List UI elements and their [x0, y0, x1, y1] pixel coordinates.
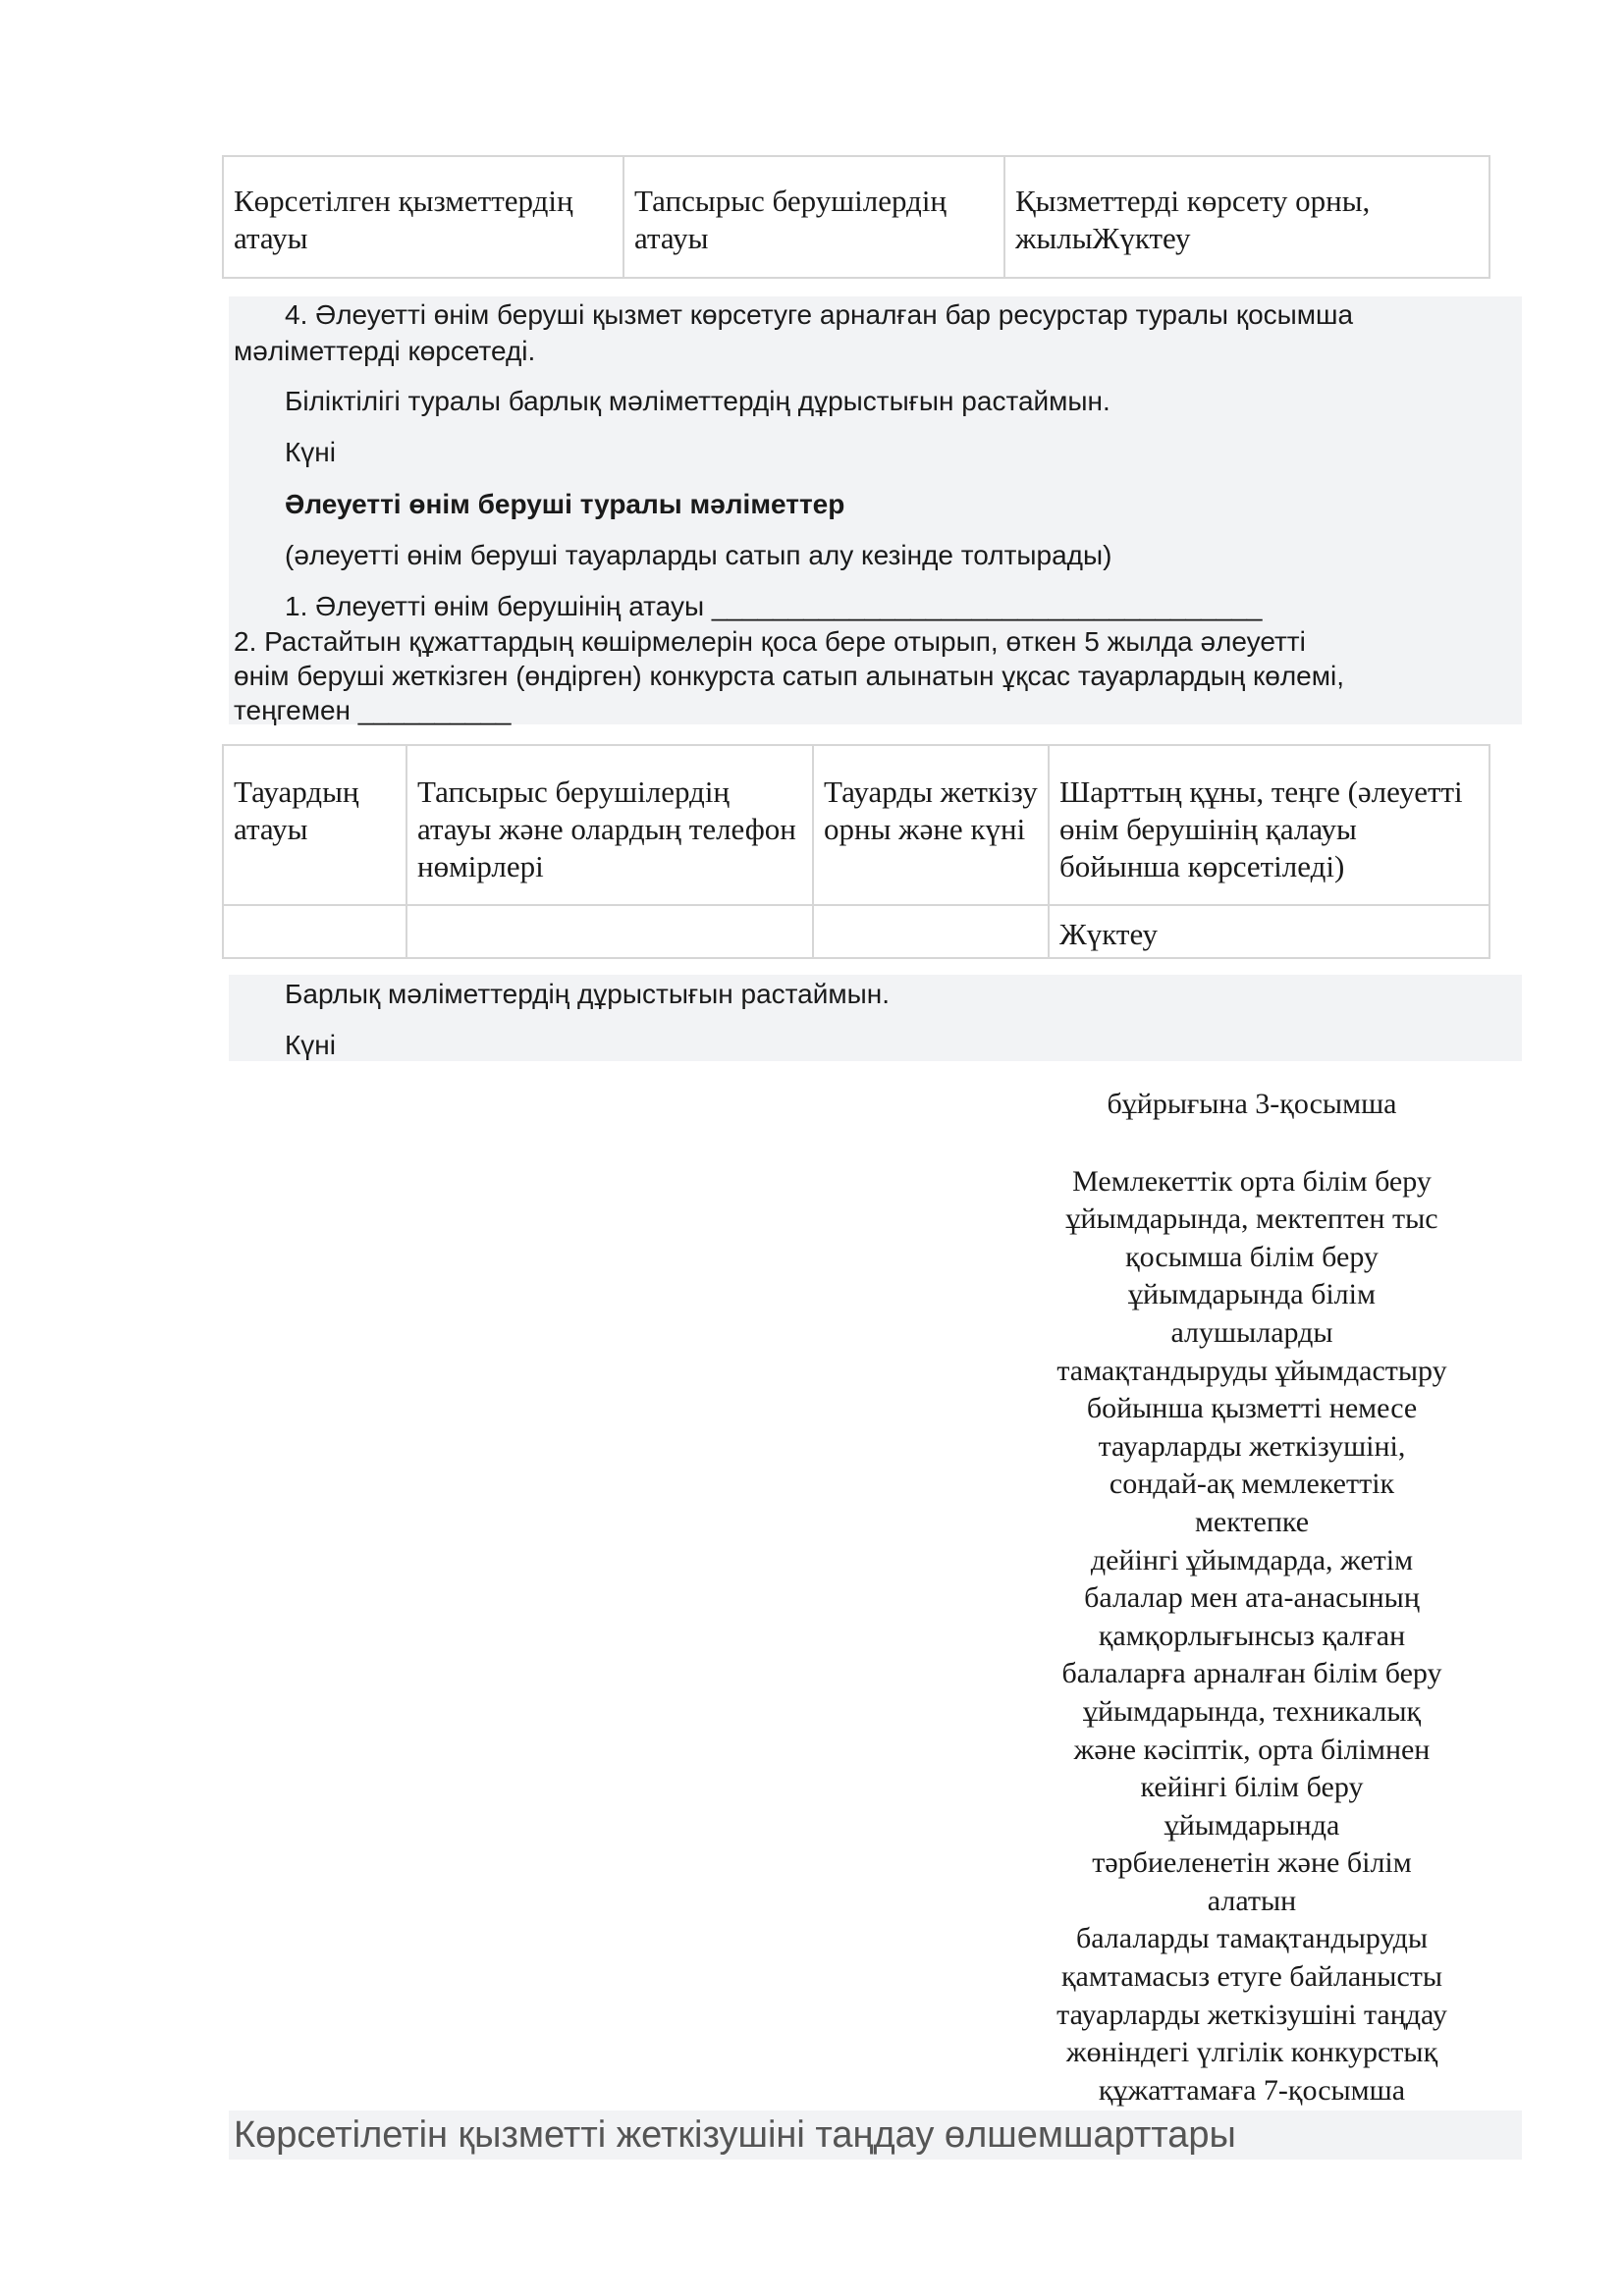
- table-header-cell: Тауарды жеткізу орны және күні: [813, 745, 1049, 905]
- table-header-cell: Тауардың атауы: [223, 745, 406, 905]
- services-table: [222, 155, 1490, 279]
- appendix-line: ұйымдарында, мектептен тыс: [1065, 1202, 1438, 1236]
- supplier-info-note: (әлеуетті өнім беруші тауарларды сатып алу кезінде толтырады): [285, 540, 1112, 570]
- table-header-cell: Шарттың құны, теңге (әлеуетті өнім берушінің қалауы бойынша көрсетіледі): [1049, 745, 1489, 905]
- appendix-line: жөніндегі үлгілік конкурстық: [1065, 2036, 1438, 2069]
- item-4-text-cont: мәліметтерді көрсетеді.: [234, 336, 536, 366]
- table-header-cell: Қызметтерді көрсету орны, жылыЖүктеу: [1004, 156, 1489, 278]
- appendix-line: тауарларды жеткізушіні таңдау: [1056, 1998, 1447, 2031]
- appendix-line: кейінгі білім беру: [1140, 1771, 1364, 1804]
- supplier-info-title: Әлеуетті өнім беруші туралы мәліметтер: [285, 489, 845, 519]
- table-header-cell: Тапсырыс берушілердің атауы және олардың телефон нөмірлері: [406, 745, 813, 905]
- appendix-line: қосымша білім беру: [1125, 1240, 1379, 1273]
- appendix-heading: [1021, 1086, 1483, 2109]
- criteria-title: Көрсетілетін қызметті жеткізушіні таңдау өлшемшарттары: [234, 2114, 1236, 2156]
- appendix-line: ұйымдарында білім: [1128, 1278, 1376, 1311]
- table-cell: [813, 905, 1049, 958]
- confirm-qualification-text: Біліктілігі туралы барлық мәліметтердің дұрыстығын растаймын.: [285, 386, 1110, 416]
- appendix-order-note: бұйрығына 3-қосымша: [1107, 1088, 1397, 1120]
- item-2-line-1: 2. Растайтын құжаттардың көшірмелерін қоса бере отырып, өткен 5 жылда әлеуетті: [234, 626, 1306, 657]
- appendix-line: Мемлекеттік орта білім беру: [1072, 1164, 1432, 1198]
- table-header-row: [223, 156, 1489, 278]
- appendix-line: бойынша қызметті немесе: [1086, 1392, 1418, 1425]
- date-label: Күні: [285, 437, 336, 467]
- appendix-line: балаларға арналған білім беру: [1061, 1657, 1442, 1690]
- date-label: Күні: [285, 1030, 336, 1060]
- appendix-line: дейінгі ұйымдарда, жетім: [1090, 1543, 1414, 1576]
- appendix-line: ұйымдарында: [1164, 1808, 1340, 1842]
- item-1-supplier-name: 1. Әлеуетті өнім берушінің атауы ____________________________________: [285, 591, 1263, 621]
- appendix-line: қамтамасыз етуге байланысты: [1060, 1960, 1443, 1994]
- item-4-text: 4. Әлеуетті өнім беруші қызмет көрсетуге арналған бар ресурстар туралы қосымша: [285, 299, 1354, 330]
- appendix-line: мектепке: [1194, 1505, 1310, 1538]
- appendix-line: құжаттамаға 7-қосымша: [1098, 2073, 1406, 2107]
- appendix-line: қамқорлығынсыз қалған: [1098, 1619, 1406, 1652]
- table-header-row: [223, 745, 1489, 905]
- table-row: [223, 905, 1489, 958]
- table-header-cell: Тапсырыс берушілердің атауы: [623, 156, 1004, 278]
- appendix-line: балалар мен ата-анасының: [1084, 1581, 1420, 1615]
- table-cell: Жүктеу: [1049, 905, 1489, 958]
- appendix-line: тауарларды жеткізушіні,: [1098, 1429, 1406, 1463]
- appendix-line: тәрбиеленетін және білім: [1092, 1846, 1412, 1880]
- table-cell: [406, 905, 813, 958]
- appendix-line: тамақтандыруды ұйымдастыру: [1056, 1354, 1447, 1387]
- item-2-line-2: өнім беруші жеткізген (өндірген) конкурста сатып алынатын ұқсас тауарлардың көлемі,: [234, 661, 1344, 691]
- appendix-line: және кәсіптік, орта білімнен: [1073, 1733, 1431, 1766]
- appendix-line: балаларды тамақтандыруды: [1075, 1922, 1429, 1955]
- table-cell: [223, 905, 406, 958]
- table-header-cell: Көрсетілген қызметтердің атауы: [223, 156, 623, 278]
- appendix-line: алатын: [1207, 1884, 1297, 1917]
- confirm-all-text: Барлық мәліметтердің дұрыстығын растаймын.: [285, 979, 891, 1009]
- item-2-line-3: теңгемен __________: [234, 695, 512, 725]
- appendix-line: ұйымдарында, техникалық: [1082, 1694, 1422, 1728]
- appendix-line: сондай-ақ мемлекеттік: [1109, 1468, 1395, 1501]
- appendix-title: [1021, 1163, 1483, 2110]
- goods-table: [222, 744, 1490, 959]
- appendix-line: алушыларды: [1170, 1315, 1333, 1349]
